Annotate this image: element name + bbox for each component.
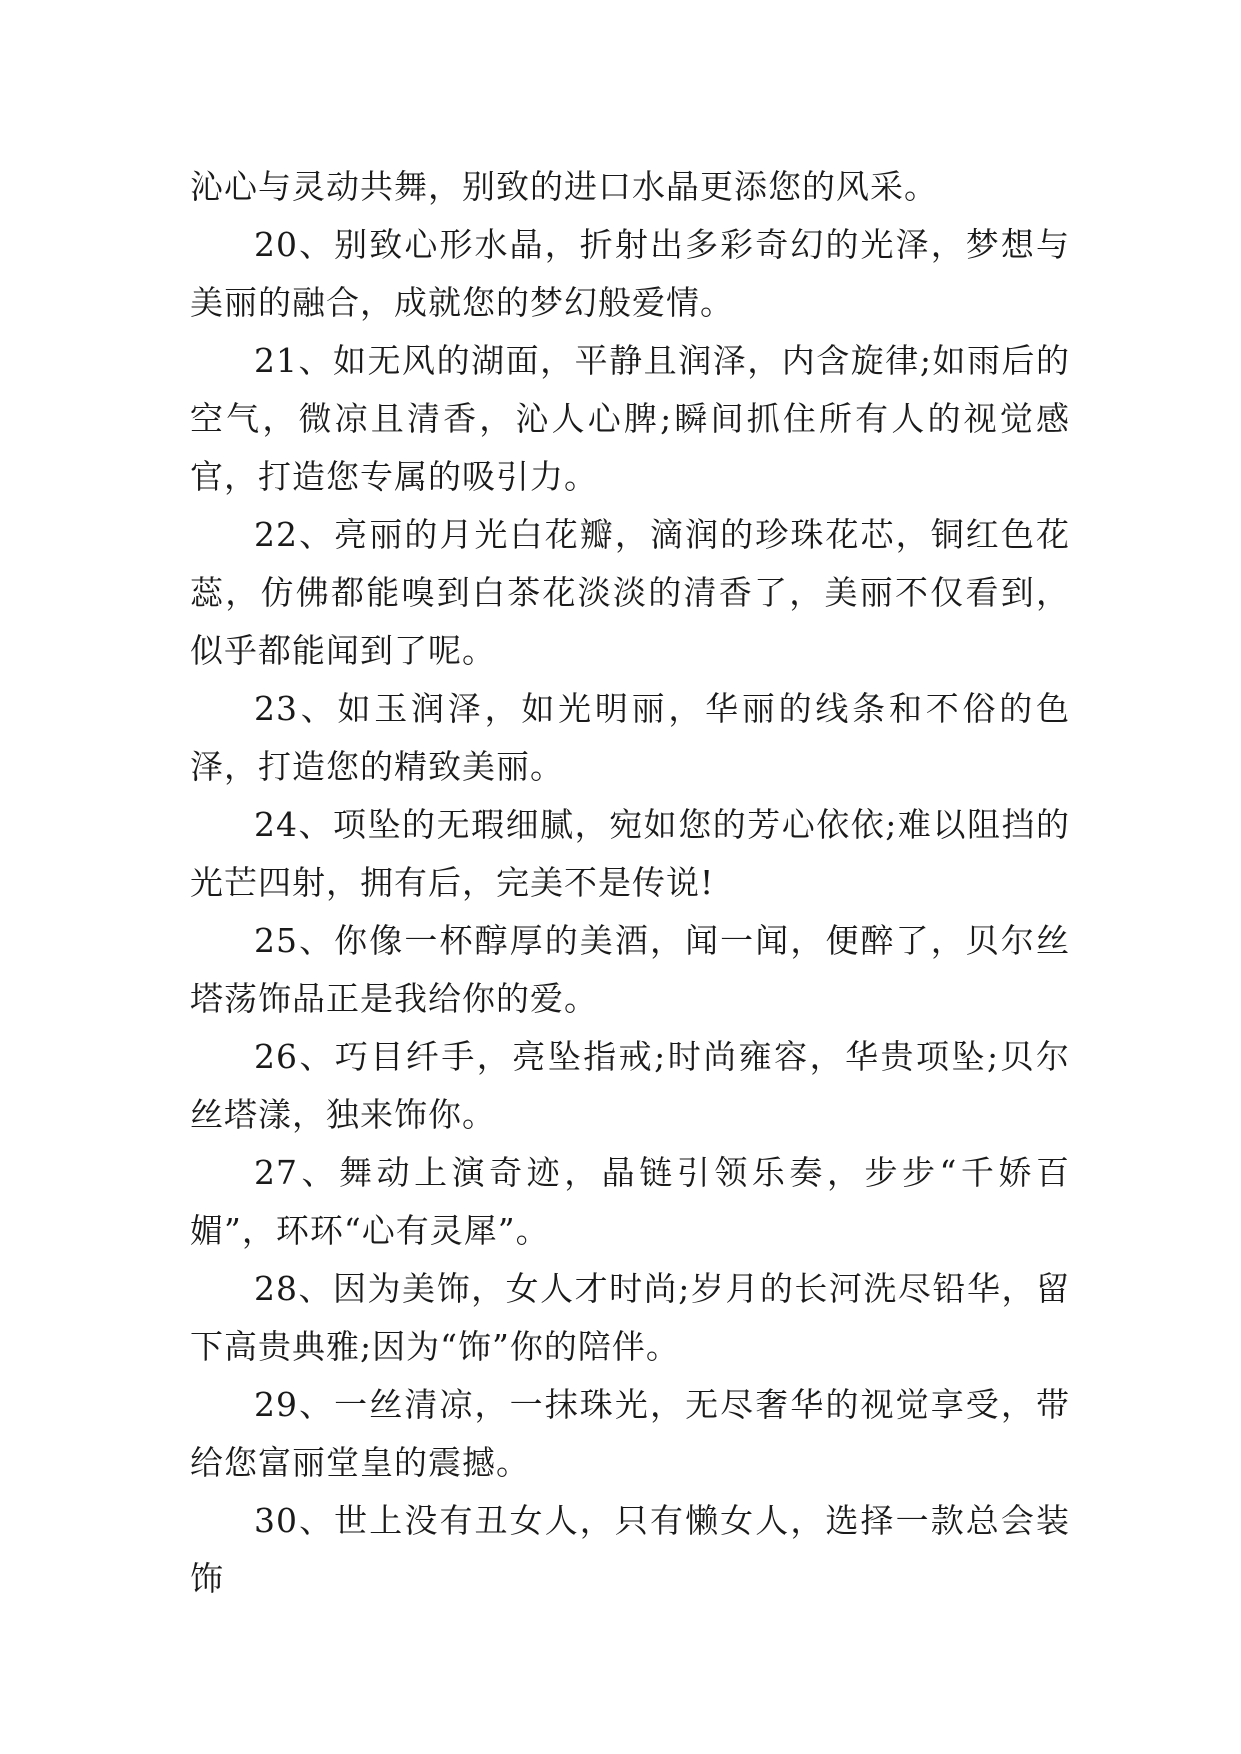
- paragraph: 20、别致心形水晶，折射出多彩奇幻的光泽，梦想与美丽的融合，成就您的梦幻般爱情。: [190, 225, 1070, 322]
- paragraph: 23、如玉润泽，如光明丽，华丽的线条和不俗的色泽，打造您的精致美丽。: [190, 689, 1070, 786]
- paragraph: 沁心与灵动共舞，别致的进口水晶更添您的风采。: [190, 167, 938, 206]
- paragraph: 30、世上没有丑女人，只有懒女人，选择一款总会装饰: [190, 1501, 1070, 1598]
- paragraph: 25、你像一杯醇厚的美酒，闻一闻，便醉了，贝尔丝塔荡饰品正是我给你的爱。: [190, 921, 1070, 1018]
- paragraph: 24、项坠的无瑕细腻，宛如您的芳心依依;难以阻挡的光芒四射，拥有后，完美不是传说!: [190, 805, 1070, 902]
- paragraph: 28、因为美饰，女人才时尚;岁月的长河洗尽铅华，留下高贵典雅;因为“饰”你的陪伴。: [190, 1269, 1070, 1366]
- paragraph: 21、如无风的湖面，平静且润泽，内含旋律;如雨后的空气，微凉且清香，沁人心脾;瞬间抓住所有人的视觉感官，打造您专属的吸引力。: [190, 341, 1070, 496]
- document-page: [190, 158, 1070, 1608]
- paragraph: 27、舞动上演奇迹，晶链引领乐奏，步步“千娇百媚”，环环“心有灵犀”。: [190, 1153, 1070, 1250]
- paragraph: 22、亮丽的月光白花瓣，滴润的珍珠花芯，铜红色花蕊，仿佛都能嗅到白茶花淡淡的清香了，美丽不仅看到，似乎都能闻到了呢。: [190, 515, 1070, 670]
- paragraph: 29、一丝清凉，一抹珠光，无尽奢华的视觉享受，带给您富丽堂皇的震撼。: [190, 1385, 1070, 1482]
- paragraph: 26、巧目纤手，亮坠指戒;时尚雍容，华贵项坠;贝尔丝塔漾，独来饰你。: [190, 1037, 1070, 1134]
